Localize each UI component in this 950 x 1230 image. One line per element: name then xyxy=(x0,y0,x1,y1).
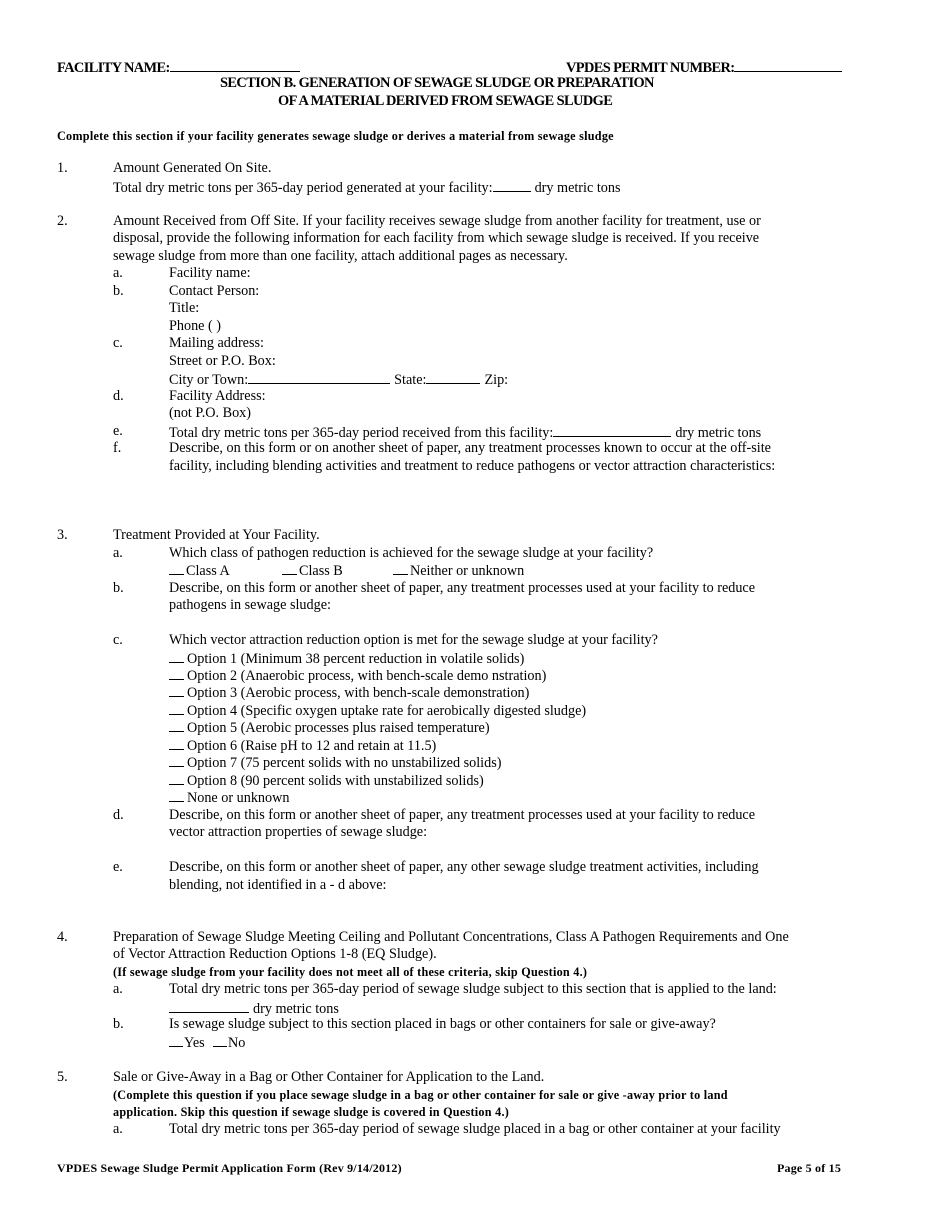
vector-option-none[interactable]: None or unknown xyxy=(169,789,289,807)
section-title-line-2: OF A MATERIAL DERIVED FROM SEWAGE SLUDGE xyxy=(278,93,613,109)
q4a-letter: a. xyxy=(113,981,123,997)
q2-line-3: sewage sludge from more than one facility, attach additional pages as necessary. xyxy=(113,248,568,264)
q4a-tons-field[interactable] xyxy=(169,999,249,1013)
vector-option-5[interactable]: Option 5 (Aerobic processes plus raised temperature) xyxy=(169,719,490,737)
q2d-facility-address: Facility Address: xyxy=(169,388,266,404)
option-8-checkbox[interactable] xyxy=(169,772,184,785)
q2b-title: Title: xyxy=(169,300,200,316)
q3-number: 3. xyxy=(57,527,68,543)
q2b-contact-person: Contact Person: xyxy=(169,283,260,299)
q3c-letter: c. xyxy=(113,632,123,648)
q2e-line: Total dry metric tons per 365-day period received from this facility: dry metric tons xyxy=(169,425,762,441)
option-3-checkbox[interactable] xyxy=(169,684,184,697)
option-6-checkbox[interactable] xyxy=(169,737,184,750)
q2c-letter: c. xyxy=(113,335,123,351)
vector-option-7[interactable]: Option 7 (75 percent solids with no unstabilized solids) xyxy=(169,754,501,772)
q5-note-2: application. Skip this question if sewage sludge is covered in Question 4.) xyxy=(113,1105,510,1119)
option-none-checkbox[interactable] xyxy=(169,789,184,802)
q3b-line-1: Describe, on this form or another sheet of paper, any treatment processes used at your facility to reduce xyxy=(169,580,756,596)
class-b-checkbox[interactable] xyxy=(282,562,297,575)
vector-option-8[interactable]: Option 8 (90 percent solids with unstabilized solids) xyxy=(169,772,484,790)
q2-line-2: disposal, provide the following information for each facility from which sewage sludge is received. If you receive xyxy=(113,230,760,246)
q3a-letter: a. xyxy=(113,545,123,561)
option-2-checkbox[interactable] xyxy=(169,667,184,680)
section-instruction: Complete this section if your facility generates sewage sludge or derives a material from sewage sludge xyxy=(57,129,614,143)
q4b-no[interactable]: No xyxy=(213,1034,245,1052)
q2c-city-line: City or Town: State: Zip: xyxy=(169,372,509,388)
q2a-letter: a. xyxy=(113,265,123,281)
q2e-letter: e. xyxy=(113,423,123,439)
q2f-line-2: facility, including blending activities and treatment to reduce pathogens or vector attraction characteristics: xyxy=(169,458,776,474)
q4-line-2: of Vector Attraction Reduction Options 1-8 (EQ Sludge). xyxy=(113,946,437,962)
option-5-checkbox[interactable] xyxy=(169,719,184,732)
class-a-checkbox[interactable] xyxy=(169,562,184,575)
q5-number: 5. xyxy=(57,1069,68,1085)
option-4-checkbox[interactable] xyxy=(169,702,184,715)
q3a-class-none[interactable]: Neither or unknown xyxy=(393,562,524,580)
class-none-checkbox[interactable] xyxy=(393,562,408,575)
q2d-letter: d. xyxy=(113,388,124,404)
q3d-line-1: Describe, on this form or another sheet of paper, any treatment processes used at your facility to reduce xyxy=(169,807,756,823)
city-field[interactable] xyxy=(248,370,390,384)
q3b-letter: b. xyxy=(113,580,124,596)
vector-option-3[interactable]: Option 3 (Aerobic process, with bench-scale demonstration) xyxy=(169,684,529,702)
facility-name-label: FACILITY NAME: xyxy=(57,58,300,77)
q3a-class-b[interactable]: Class B xyxy=(282,562,343,580)
q3e-line-1: Describe, on this form or another sheet of paper, any other sewage sludge treatment activities, including xyxy=(169,859,759,875)
q3b-line-2: pathogens in sewage sludge: xyxy=(169,597,331,613)
q3e-letter: e. xyxy=(113,859,123,875)
q4b-yes[interactable]: Yes xyxy=(169,1034,205,1052)
q5-title: Sale or Give-Away in a Bag or Other Container for Application to the Land. xyxy=(113,1069,545,1085)
q2-line-1: Amount Received from Off Site. If your facility receives sewage sludge from another facility for treatment, use or xyxy=(113,213,761,229)
section-title-line-1: SECTION B. GENERATION OF SEWAGE SLUDGE OR PREPARATION xyxy=(220,75,654,91)
q5a-letter: a. xyxy=(113,1121,123,1137)
q2f-line-1: Describe, on this form or on another sheet of paper, any treatment processes known to occur at the off-site xyxy=(169,440,771,456)
q3e-line-2: blending, not identified in a - d above: xyxy=(169,877,387,893)
footer-form-name: VPDES Sewage Sludge Permit Application Form (Rev 9/14/2012) xyxy=(57,1161,402,1175)
vector-option-1[interactable]: Option 1 (Minimum 38 percent reduction in volatile solids) xyxy=(169,650,524,668)
footer-page-number: Page 5 of 15 xyxy=(777,1161,842,1175)
vector-option-6[interactable]: Option 6 (Raise pH to 12 and retain at 11.5) xyxy=(169,737,436,755)
vector-option-4[interactable]: Option 4 (Specific oxygen uptake rate for aerobically digested sludge) xyxy=(169,702,586,720)
no-checkbox[interactable] xyxy=(213,1034,227,1047)
q2e-tons-field[interactable] xyxy=(553,423,671,437)
q4a-unit-line: dry metric tons xyxy=(169,999,339,1018)
q2b-phone: Phone ( ) xyxy=(169,318,222,334)
q2d-note: (not P.O. Box) xyxy=(169,405,251,421)
q1-tons-field[interactable] xyxy=(493,178,531,192)
option-1-checkbox[interactable] xyxy=(169,650,184,663)
q5a-text: Total dry metric tons per 365-day period of sewage sludge placed in a bag or other container at your facility xyxy=(169,1121,781,1137)
q1-number: 1. xyxy=(57,160,68,176)
q3d-line-2: vector attraction properties of sewage sludge: xyxy=(169,824,428,840)
permit-number-label: VPDES PERMIT NUMBER: xyxy=(566,58,842,77)
yes-checkbox[interactable] xyxy=(169,1034,183,1047)
q2a-facility-name: Facility name: xyxy=(169,265,251,281)
q4b-text: Is sewage sludge subject to this section placed in bags or other containers for sale or give-away? xyxy=(169,1016,716,1032)
q3a-text: Which class of pathogen reduction is achieved for the sewage sludge at your facility? xyxy=(169,545,654,561)
q2c-street: Street or P.O. Box: xyxy=(169,353,276,369)
q3c-text: Which vector attraction reduction option is met for the sewage sludge at your facility? xyxy=(169,632,658,648)
q1-line: Total dry metric tons per 365-day period generated at your facility: dry metric tons xyxy=(113,180,621,196)
q3d-letter: d. xyxy=(113,807,124,823)
permit-number-field[interactable] xyxy=(734,58,842,72)
vector-option-2[interactable]: Option 2 (Anaerobic process, with bench-scale demo nstration) xyxy=(169,667,546,685)
q3-title: Treatment Provided at Your Facility. xyxy=(113,527,320,543)
q2-number: 2. xyxy=(57,213,68,229)
q4-line-1: Preparation of Sewage Sludge Meeting Ceiling and Pollutant Concentrations, Class A Pathogen Requirements and One xyxy=(113,929,789,945)
facility-name-field[interactable] xyxy=(170,58,300,72)
q2f-letter: f. xyxy=(113,440,122,456)
q4-note: (If sewage sludge from your facility does not meet all of these criteria, skip Question 4.) xyxy=(113,965,588,979)
q4-number: 4. xyxy=(57,929,68,945)
q4b-letter: b. xyxy=(113,1016,124,1032)
q1-title: Amount Generated On Site. xyxy=(113,160,272,176)
q2b-letter: b. xyxy=(113,283,124,299)
state-field[interactable] xyxy=(426,370,480,384)
q5-note-1: (Complete this question if you place sewage sludge in a bag or other container for sale or give -away prior to land xyxy=(113,1088,728,1102)
option-7-checkbox[interactable] xyxy=(169,754,184,767)
q3a-class-a[interactable]: Class A xyxy=(169,562,230,580)
q4a-text: Total dry metric tons per 365-day period of sewage sludge subject to this section that is applied to the land: xyxy=(169,981,777,997)
q2c-mailing-address: Mailing address: xyxy=(169,335,264,351)
